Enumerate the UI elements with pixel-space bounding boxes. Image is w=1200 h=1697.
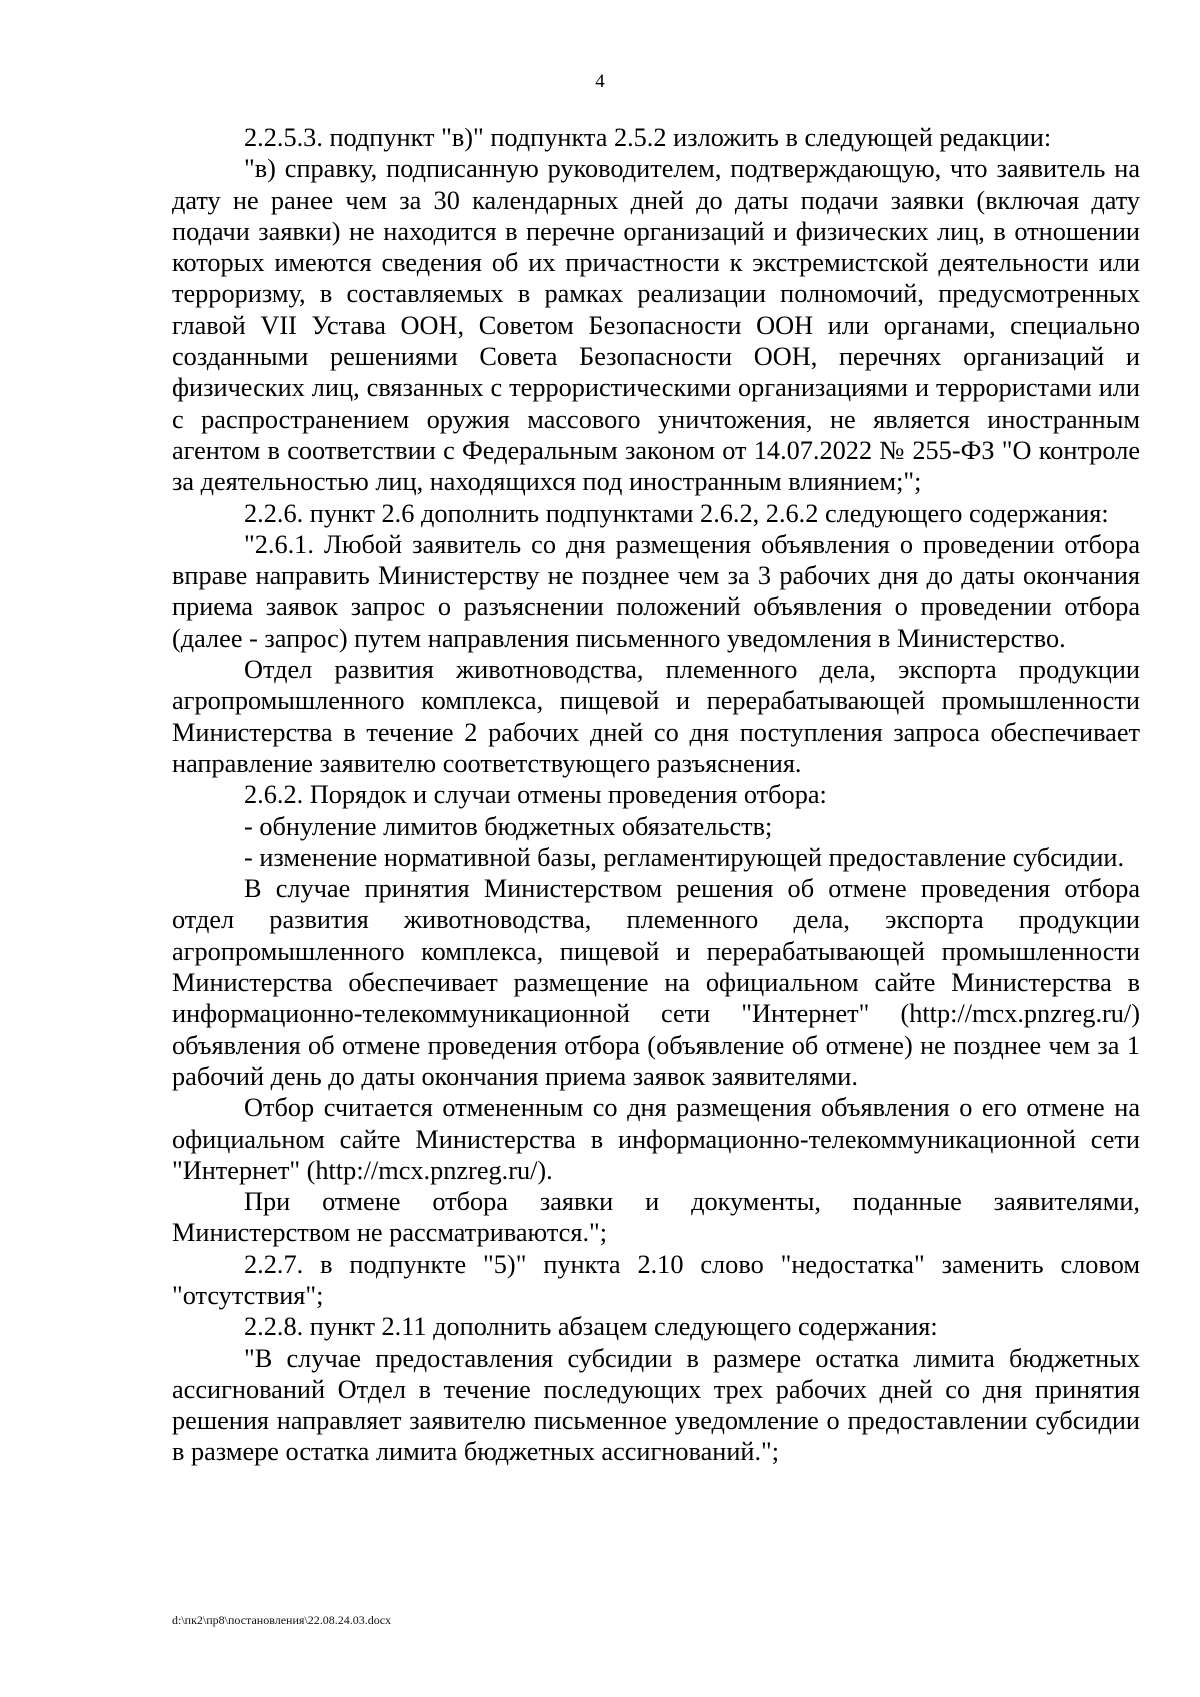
footer-file-path: d:\пк2\пр8\постановления\22.08.24.03.docx (172, 1613, 392, 1627)
paragraph-list-item-regulation: - изменение нормативной базы, регламентирующей предоставление субсидии. (244, 842, 1125, 872)
paragraph-list-item-limits: - обнуление лимитов бюджетных обязательств; (244, 811, 773, 841)
paragraph-2-2-5-3: 2.2.5.3. подпункт "в)" подпункта 2.5.2 изложить в следующей редакции: (244, 123, 1052, 152)
page-number: 4 (595, 71, 605, 92)
paragraph-cancellation-decision: В случае принятия Министерством решения об отмене проведения отбора отдел развития животноводства, племенного дела, экспорта продукции агропромышленного комплекса, пищевой и перерабатывающей промышленности Министерства обеспечивает размещение на официальном сайте Министерства в информационно-телекоммуникационной сети "Интернет" (http://mcx.pnzreg.ru/) объявления об отмене проведения отбора (объявление об отмене) не позднее чем за 1 рабочий день до даты окончания приема заявок заявителями. (172, 874, 1140, 1091)
paragraph-2-2-8: 2.2.8. пункт 2.11 дополнить абзацем следующего содержания: (244, 1312, 938, 1342)
paragraph-2-2-7: 2.2.7. в подпункте "5)" пункта 2.10 слово "недостатка" заменить словом "отсутствия"; (172, 1249, 1140, 1310)
paragraph-cancellation-effective: Отбор считается отмененным со дня размещения объявления о его отмене на официальном сайте Министерства в информационно-телекоммуникационной сети "Интернет" (http://mcx.pnzreg.ru/). (172, 1093, 1140, 1185)
paragraph-2-2-6: 2.2.6. пункт 2.6 дополнить подпунктами 2.6.2, 2.6.2 следующего содержания: (244, 498, 1109, 528)
paragraph-subclause-v: "в) справку, подписанную руководителем, подтверждающую, что заявитель на дату не ранее чем за 30 календарных дней до даты подачи заявки (включая дату подачи заявки) не находится в перечне организаций и физических лиц, в отношении которых имеются сведения об их причастности к экстремистской деятельности или терроризму, в составляемых в рамках реализации полномочий, предусмотренных главой VII Устава ООН, Советом Безопасности ООН или органами, специально созданными решениями Совета Безопасности ООН, перечнях организаций и физических лиц, связанных с террористическими организациями и террористами или с распространением оружия массового уничтожения, не является иностранным агентом в соответствии с Федеральным законом от 14.07.2022 № 255-ФЗ "О контроле за деятельностью лиц, находящихся под иностранным влиянием;"; (172, 154, 1140, 497)
paragraph-remaining-limit: "В случае предоставления субсидии в размере остатка лимита бюджетных ассигнований Отдел в течение последующих трех рабочих дней со дня принятия решения направляет заявителю письменное уведомление о предоставлении субсидии в размере остатка лимита бюджетных ассигнований."; (172, 1343, 1140, 1467)
paragraph-livestock-department: Отдел развития животноводства, племенного дела, экспорта продукции агропромышленного комплекса, пищевой и перерабатывающей промышленности Министерства в течение 2 рабочих дней со дня поступления запроса обеспечивает направление заявителю соответствующего разъяснения. (172, 655, 1140, 778)
paragraph-2-6-2: 2.6.2. Порядок и случаи отмены проведения отбора: (244, 780, 827, 810)
paragraph-2-6-1: "2.6.1. Любой заявитель со дня размещения объявления о проведении отбора вправе направить Министерству не позднее чем за 3 рабочих дня до даты окончания приема заявок запрос о разъяснении положений объявления о проведении отбора (далее - запрос) путем направления письменного уведомления в Министерство. (172, 529, 1140, 653)
document-body (172, 122, 1140, 1468)
paragraph-applications-not-reviewed: При отмене отбора заявки и документы, поданные заявителями, Министерством не рассматриваются."; (172, 1187, 1140, 1248)
